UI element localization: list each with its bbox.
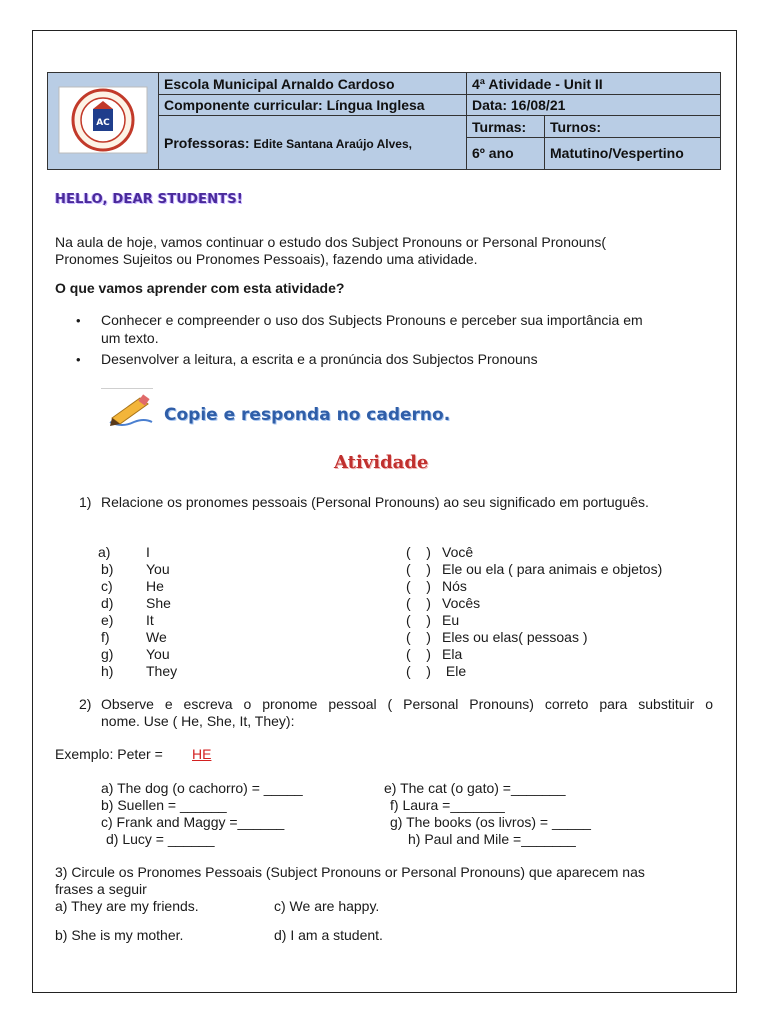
q2-item-b: b) Suellen = ______ <box>101 797 227 813</box>
teachers-name: Edite Santana Araújo Alves, <box>253 136 412 151</box>
school-name: Escola Municipal Arnaldo Cardoso <box>159 73 467 95</box>
pencil-writing-icon <box>104 392 156 434</box>
q3-text-line-2: frases a seguir <box>55 881 147 897</box>
q2-item-e: e) The cat (o gato) =_______ <box>384 780 566 796</box>
q1-answer-blank[interactable]: ( ) <box>406 544 431 560</box>
q1-meaning: Ele ou ela ( para animais e objetos) <box>442 561 663 577</box>
header-table <box>47 72 721 170</box>
q1-meaning: Ele <box>442 663 467 679</box>
teachers-cell <box>159 116 467 170</box>
q3-sentence-d: d) I am a student. <box>274 927 383 943</box>
q2-item-c: c) Frank and Maggy =______ <box>101 814 285 830</box>
q1-item-letter: c) <box>101 578 113 594</box>
q1-meaning: Ela <box>442 646 463 662</box>
date-label: Data: 16/08/21 <box>467 95 721 116</box>
svg-text:AC: AC <box>96 117 110 128</box>
q1-pronoun: You <box>146 561 170 577</box>
q1-answer-blank[interactable]: ( ) <box>406 663 431 679</box>
q1-number: 1) <box>79 494 92 510</box>
bullet-icon: • <box>76 313 81 328</box>
q1-pronoun: We <box>146 629 167 645</box>
q2-number: 2) <box>79 696 92 712</box>
q2-item-f: f) Laura =_______ <box>390 797 505 813</box>
classes-value: 6º ano <box>467 137 545 169</box>
q1-item-letter: b) <box>101 561 114 577</box>
q1-answer-blank[interactable]: ( ) <box>406 646 431 662</box>
curricular-component: Componente curricular: Língua Inglesa <box>159 95 467 116</box>
q1-item-letter: d) <box>101 595 114 611</box>
school-logo-cell <box>48 73 159 170</box>
q1-pronoun: She <box>146 595 171 611</box>
greeting-title: HELLO, DEAR STUDENTS! <box>55 192 244 207</box>
q2-text-line-1: Observe e escreva o pronome pessoal ( Personal Pronouns) correto para substituir o <box>101 696 713 712</box>
q3-sentence-a: a) They are my friends. <box>55 898 199 914</box>
intro-line-1: Na aula de hoje, vamos continuar o estudo dos Subject Pronouns or Personal Pronouns( <box>55 234 607 250</box>
q1-item-letter: a) <box>98 544 111 560</box>
school-logo <box>57 85 149 155</box>
q3-sentence-c: c) We are happy. <box>274 898 380 914</box>
activity-title: Atividade <box>334 452 429 473</box>
q3-text-line-1: 3) Circule os Pronomes Pessoais (Subject Pronouns or Personal Pronouns) que aparecem nas <box>55 864 645 880</box>
q1-item-letter: g) <box>101 646 114 662</box>
bullet-icon: • <box>76 352 81 367</box>
q1-meaning: Vocês <box>442 595 481 611</box>
q1-meaning: Eles ou elas( pessoas ) <box>442 629 588 645</box>
intro-line-2: Pronomes Sujeitos ou Pronomes Pessoais), fazendo uma atividade. <box>55 251 478 267</box>
q2-example-label: Exemplo: Peter = <box>55 746 163 762</box>
q1-meaning: Nós <box>442 578 467 594</box>
q1-pronoun: You <box>146 646 170 662</box>
q1-item-letter: h) <box>101 663 114 679</box>
q1-pronoun: I <box>146 544 150 560</box>
q1-answer-blank[interactable]: ( ) <box>406 595 431 611</box>
divider <box>101 388 153 389</box>
teachers-label: Professoras: <box>164 134 250 151</box>
page-border <box>32 30 737 993</box>
bullet-1-line-1: Conhecer e compreender o uso dos Subjects Pronouns e perceber sua importância em <box>101 312 643 328</box>
q1-pronoun: They <box>146 663 178 679</box>
q2-example-answer: HE <box>192 746 212 762</box>
q1-pronoun: It <box>146 612 154 628</box>
classes-label: Turmas: <box>467 116 545 137</box>
bullet-1-line-2: um texto. <box>101 330 159 346</box>
q1-text: Relacione os pronomes pessoais (Personal Pronouns) ao seu significado em português. <box>101 494 649 510</box>
activity-label: 4ª Atividade - Unit II <box>467 73 721 95</box>
learn-heading: O que vamos aprender com esta atividade? <box>55 280 345 296</box>
q1-answer-blank[interactable]: ( ) <box>406 612 431 628</box>
q1-answer-blank[interactable]: ( ) <box>406 578 431 594</box>
q3-sentence-b: b) She is my mother. <box>55 927 184 943</box>
bullet-2: Desenvolver a leitura, a escrita e a pronúncia dos Subjectos Pronouns <box>101 351 538 367</box>
q1-meaning: Você <box>442 544 474 560</box>
q2-item-a: a) The dog (o cachorro) = _____ <box>101 780 303 796</box>
q1-meaning: Eu <box>442 612 460 628</box>
q1-item-letter: f) <box>101 629 110 645</box>
shifts-value: Matutino/Vespertino <box>545 137 721 169</box>
q2-text-line-2: nome. Use ( He, She, It, They): <box>101 713 295 729</box>
copy-instruction-banner: Copie e responda no caderno. <box>164 405 451 425</box>
q1-pronoun: He <box>146 578 164 594</box>
q2-item-g: g) The books (os livros) = _____ <box>390 814 591 830</box>
q1-item-letter: e) <box>101 612 114 628</box>
q2-item-d: d) Lucy = ______ <box>106 831 215 847</box>
q1-answer-blank[interactable]: ( ) <box>406 561 431 577</box>
q1-answer-blank[interactable]: ( ) <box>406 629 431 645</box>
shifts-label: Turnos: <box>545 116 721 137</box>
q2-item-h: h) Paul and Mile =_______ <box>408 831 576 847</box>
